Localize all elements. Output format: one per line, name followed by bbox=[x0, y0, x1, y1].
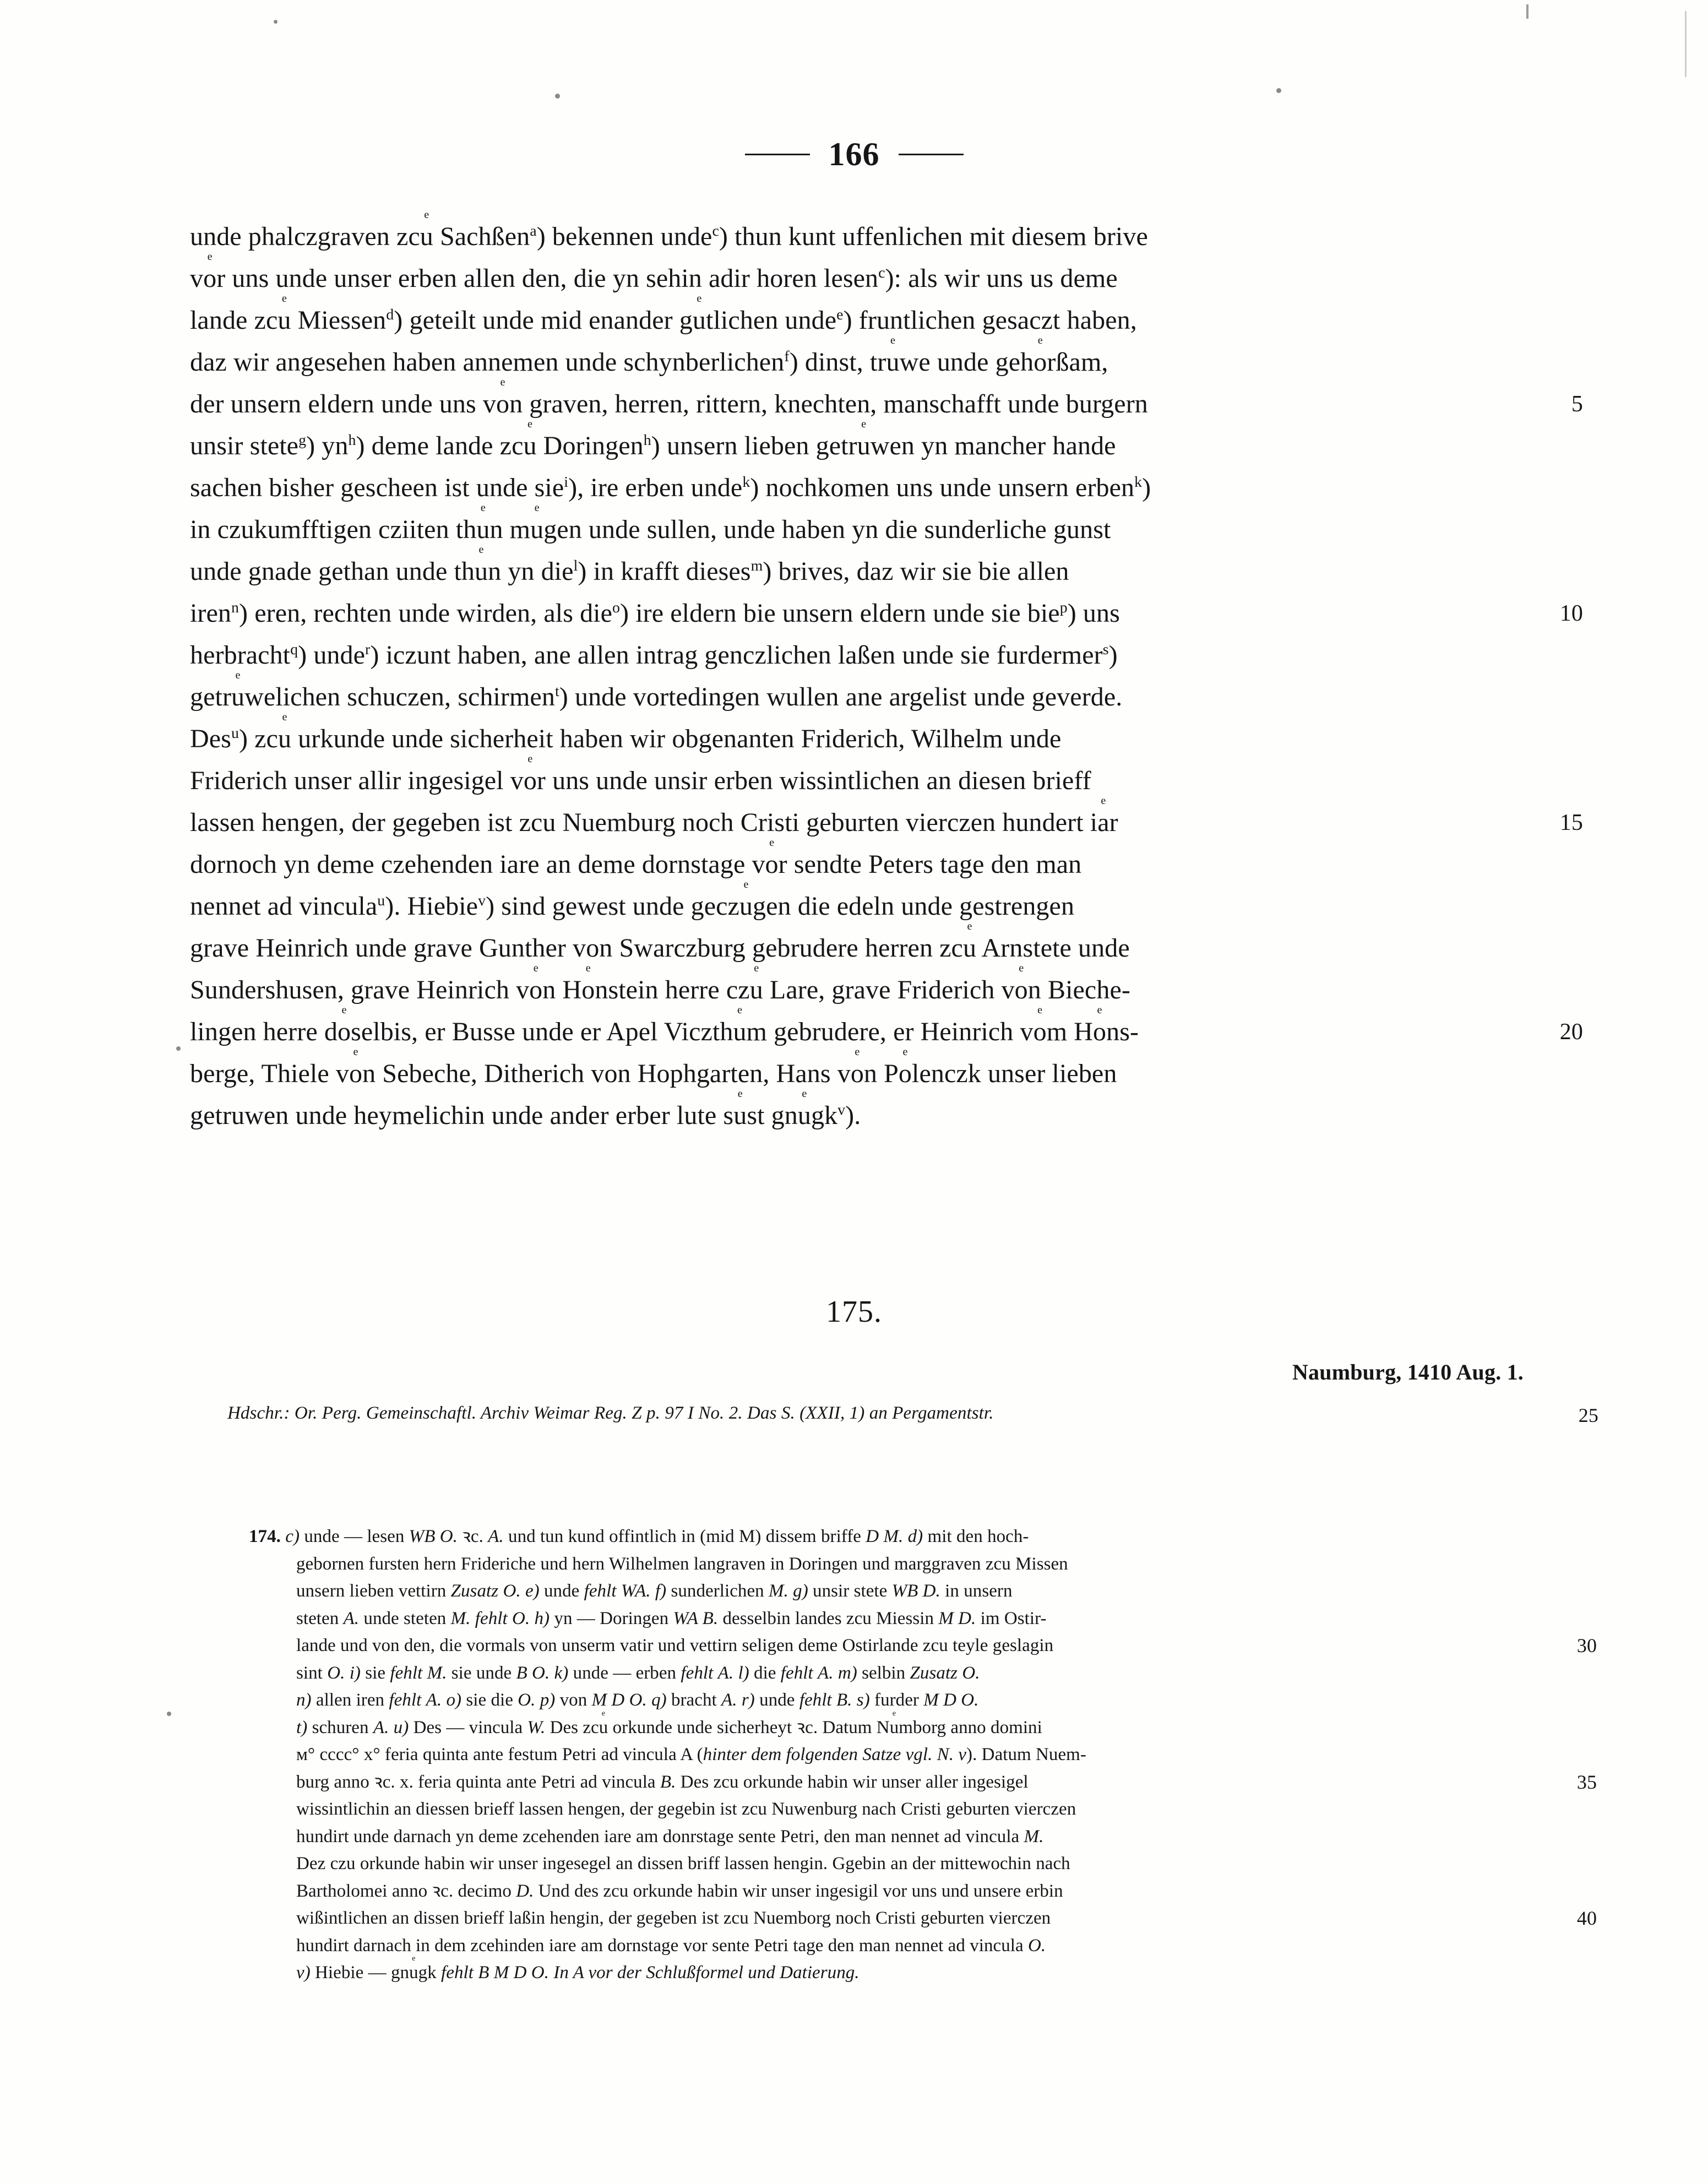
apparatus-line-text: n) allen iren fehlt A. o) sie die O. p) von M D O. q) bracht A. r) unde fehlt B. s) furder M D O. bbox=[296, 1690, 979, 1710]
body-line bbox=[190, 836, 1522, 886]
apparatus-line-text: wissintlichin an diessen brieff lassen hengen, der gegebin ist zcu Nuwenburg nach Cristi geburten vierczen bbox=[296, 1799, 1076, 1819]
body-line-text: nennet ad vincula$^u$). Hiebie$^v$) sind gewest unde geczu e gen die edeln unde gestrengen bbox=[190, 878, 1075, 921]
scan-artifact-right-edge bbox=[1685, 11, 1687, 77]
line-number: 40 bbox=[1576, 1907, 1597, 1929]
manuscript-source-note bbox=[227, 1403, 1598, 1426]
body-line bbox=[190, 208, 1522, 258]
body-line bbox=[190, 752, 1522, 802]
body-line-text: daz wir angesehen haben annemen unde schynberlichen$^f$) dinst, tru e we unde geho e rßam, bbox=[190, 334, 1108, 377]
apparatus-line-text: hundirt unde darnach yn deme zcehenden iare am donrstage sente Petri, den man nennet ad vincula M. bbox=[296, 1826, 1044, 1847]
apparatus-line bbox=[249, 1687, 1532, 1714]
body-line-text: unde gnade gethan unde thu e n yn die$^l$) in krafft dieses$^m$) brives, daz wir sie bie allen bbox=[190, 543, 1069, 586]
apparatus-line bbox=[249, 1708, 1532, 1742]
document-number: 175. bbox=[826, 1295, 882, 1329]
body-line bbox=[190, 1045, 1522, 1095]
line-number: 25 bbox=[1578, 1404, 1598, 1426]
apparatus-line bbox=[249, 1796, 1532, 1823]
source-note-text: Hdschr.: Or. Perg. Gemeinschaftl. Archiv Weimar Reg. Z p. 97 I No. 2. Das S. (XXII, 1) an Pergamentstr. bbox=[227, 1403, 994, 1423]
edited-text-body bbox=[190, 208, 1583, 1137]
apparatus-line-text: v) Hiebie — gnu e gk fehlt B M D O. In A vor der Schlußformel und Datierung. bbox=[296, 1954, 860, 1983]
line-number: 20 bbox=[1559, 1019, 1583, 1045]
body-line-text: Friderich unser allir ingesigel vo e r uns unde unsir erben wissintlichen an diesen brieff bbox=[190, 752, 1091, 795]
apparatus-line-text: м° cccc° x° feria quinta ante festum Petri ad vincula A (hinter dem folgenden Satze vgl. N. v). Datum Nuem- bbox=[296, 1745, 1086, 1764]
apparatus-line-text: t) schuren A. u) Des — vincula W. Des zcu e orkunde unde sicherheyt ꝛc. Datum Nu e mborg anno domini bbox=[296, 1708, 1042, 1737]
body-line-text: unde phalczgraven zcu e Sachßen$^a$) bekennen unde$^c$) thun kunt uffenlichen mit diesem brive bbox=[190, 208, 1148, 251]
body-line bbox=[190, 669, 1522, 718]
line-number: 35 bbox=[1576, 1771, 1597, 1793]
apparatus-line-text: sint O. i) sie fehlt M. sie unde B O. k) unde — erben fehlt A. l) die fehlt A. m) selbin Zusatz O. bbox=[296, 1663, 980, 1683]
body-line-text: Des$^u$) zcu e urkunde unde sicherheit haben wir obgenanten Friderich, Wilhelm unde bbox=[190, 710, 1062, 753]
body-line bbox=[190, 593, 1583, 634]
body-line-text: vo e r uns unde unser erben allen den, die yn sehin adir horen lesen$^c$): als wir uns us deme bbox=[190, 250, 1118, 293]
page-number: 166 bbox=[828, 136, 880, 172]
scan-speck bbox=[274, 20, 278, 24]
body-line bbox=[190, 543, 1522, 593]
body-line bbox=[190, 376, 1583, 425]
apparatus-line-text: steten A. unde steten M. fehlt O. h) yn — Doringen WA B. desselbin landes zcu Miessin M D. im Ostir- bbox=[296, 1608, 1047, 1628]
body-line-text: Sundershusen, grave Heinrich vo e n Ho e nstein herre czu e Lare, grave Friderich vo e n Bieche- bbox=[190, 962, 1130, 1004]
apparatus-line bbox=[249, 1741, 1532, 1769]
body-line bbox=[190, 794, 1583, 844]
scan-artifact-top bbox=[1526, 4, 1529, 19]
apparatus-line bbox=[249, 1769, 1597, 1796]
apparatus-line-text: Dez czu orkunde habin wir unser ingesegel an dissen briff lassen hengin. Ggebin an der mittewochin nach bbox=[296, 1854, 1070, 1874]
body-line-text: berge, Thiele vo e n Sebeche, Ditherich von Hophgarten, Hans vo e n Po e lenczk unser lieben bbox=[190, 1045, 1117, 1088]
body-line-text: herbracht$^q$) unde$^r$) iczunt haben, ane allen intrag genczlichen laßen unde sie furdermer$^s$) bbox=[190, 640, 1118, 670]
body-line bbox=[190, 334, 1522, 383]
body-line-text: lassen hengen, der gegeben ist zcu Nuemburg noch Cristi geburten vierczen hundert ia e r bbox=[190, 794, 1118, 837]
apparatus-line bbox=[249, 1823, 1532, 1851]
apparatus-line-text: lande und von den, die vormals von unserm vatir und vettirn seligen deme Ostirlande zcu teyle geslagin bbox=[296, 1636, 1054, 1655]
body-line bbox=[190, 417, 1522, 467]
body-line-text: grave Heinrich unde grave Gunther von Swarczburg gebrudere herren zcu e Arnstete unde bbox=[190, 920, 1130, 963]
apparatus-line bbox=[249, 1632, 1597, 1660]
page-header bbox=[0, 138, 1708, 171]
body-line bbox=[190, 501, 1522, 551]
apparatus-line bbox=[249, 1850, 1532, 1878]
apparatus-line-text: unsern lieben vettirn Zusatz O. e) unde fehlt WA. f) sunderlichen M. g) unsir stete WB D. in unsern bbox=[296, 1581, 1013, 1601]
body-line bbox=[190, 634, 1522, 676]
body-line-text: der unsern eldern unde uns vo e n graven, herren, rittern, knechten, manschafft unde burgern bbox=[190, 376, 1148, 419]
apparatus-line-text: Bartholomei anno ꝛc. decimo D. Und des zcu orkunde habin wir unser ingesigil vor uns und unsere erbin bbox=[296, 1881, 1063, 1901]
body-line-text: iren$^n$) eren, rechten unde wirden, als die$^o$) ire eldern bie unsern eldern unde sie bie$^p$) uns bbox=[190, 599, 1120, 628]
header-rule-right bbox=[899, 154, 964, 155]
body-line bbox=[190, 962, 1522, 1011]
line-number: 30 bbox=[1576, 1634, 1597, 1657]
line-number: 5 bbox=[1571, 392, 1583, 417]
apparatus-line bbox=[249, 1605, 1532, 1633]
document-dateline: Naumburg, 1410 Aug. 1. bbox=[1292, 1360, 1524, 1384]
body-line bbox=[190, 1087, 1522, 1137]
body-line bbox=[190, 920, 1522, 969]
body-line-text: in czukumfftigen cziiten thu e n mu e gen unde sullen, unde haben yn die sunderliche gunst bbox=[190, 501, 1111, 544]
body-line bbox=[190, 467, 1522, 509]
body-line bbox=[190, 878, 1522, 927]
apparatus-line bbox=[249, 1905, 1597, 1932]
apparatus-line bbox=[249, 1551, 1532, 1578]
apparatus-line bbox=[249, 1660, 1532, 1687]
scan-speck bbox=[167, 1712, 171, 1716]
body-line-text: getru e welichen schuczen, schirmen$^t$) unde vortedingen wullen ane argelist unde geverde. bbox=[190, 669, 1123, 712]
body-line-text: dornoch yn deme czehenden iare an deme dornstage vo e r sendte Peters tage den man bbox=[190, 836, 1082, 879]
line-number: 15 bbox=[1559, 810, 1583, 835]
body-line-text: getruwen unde heymelichin unde ander erber lute su e st gnu e $gk^v$). bbox=[190, 1087, 861, 1130]
body-line-text: lande zcu e Miessen$^d$) geteilt unde mid enander gu e tlichen unde$^e$) fruntlichen gesaczt haben, bbox=[190, 292, 1137, 335]
body-line bbox=[190, 710, 1522, 760]
body-line-text: sachen bisher gescheen ist unde sie$^i$), ire erben unde$^k$) nochkomen uns unde unsern erben$^k$) bbox=[190, 473, 1151, 502]
scan-speck bbox=[176, 1046, 181, 1051]
body-line-text: lingen herre do e selbis, er Busse unde er Apel Viczthu e m gebrudere, er Heinrich vo e m Ho e ns- bbox=[190, 1003, 1139, 1046]
apparatus-line bbox=[249, 1954, 1532, 1987]
apparatus-line-text: hundirt darnach in dem zcehinden iare am dornstage vor sente Petri tage den man nennet ad vincula O. bbox=[296, 1935, 1046, 1956]
body-line-text: unsir stete$^g$) $yn^h$) deme lande zcu e Doringen$^h$) unsern lieben getru e wen yn mancher hande bbox=[190, 417, 1116, 460]
body-line bbox=[190, 292, 1522, 341]
line-number: 10 bbox=[1559, 601, 1583, 626]
apparatus-line-text: 174. c) unde — lesen WB O. ꝛc. A. und tun kund offintlich in (mid M) dissem briffe D M. d) mit den hoch- bbox=[249, 1527, 1029, 1546]
scan-speck bbox=[555, 94, 560, 99]
header-rule-left bbox=[745, 154, 810, 155]
apparatus-line-text: gebornen fursten hern Frideriche und hern Wilhelmen langraven in Doringen und marggraven zcu Missen bbox=[296, 1554, 1068, 1574]
critical-apparatus bbox=[249, 1523, 1597, 1987]
apparatus-line bbox=[249, 1932, 1532, 1960]
scan-speck bbox=[1276, 88, 1281, 93]
apparatus-line-text: burg anno ꝛc. x. feria quinta ante Petri ad vincula B. Des zcu orkunde habin wir unser aller ingesigel bbox=[296, 1772, 1029, 1792]
apparatus-line-text: wißintlichen an dissen brieff laßin hengin, der gegeben ist zcu Nuemborg noch Cristi geburten vierczen bbox=[296, 1908, 1051, 1928]
apparatus-line bbox=[249, 1878, 1532, 1905]
apparatus-line bbox=[249, 1578, 1532, 1605]
apparatus-line bbox=[249, 1523, 1532, 1551]
body-line bbox=[190, 250, 1522, 300]
